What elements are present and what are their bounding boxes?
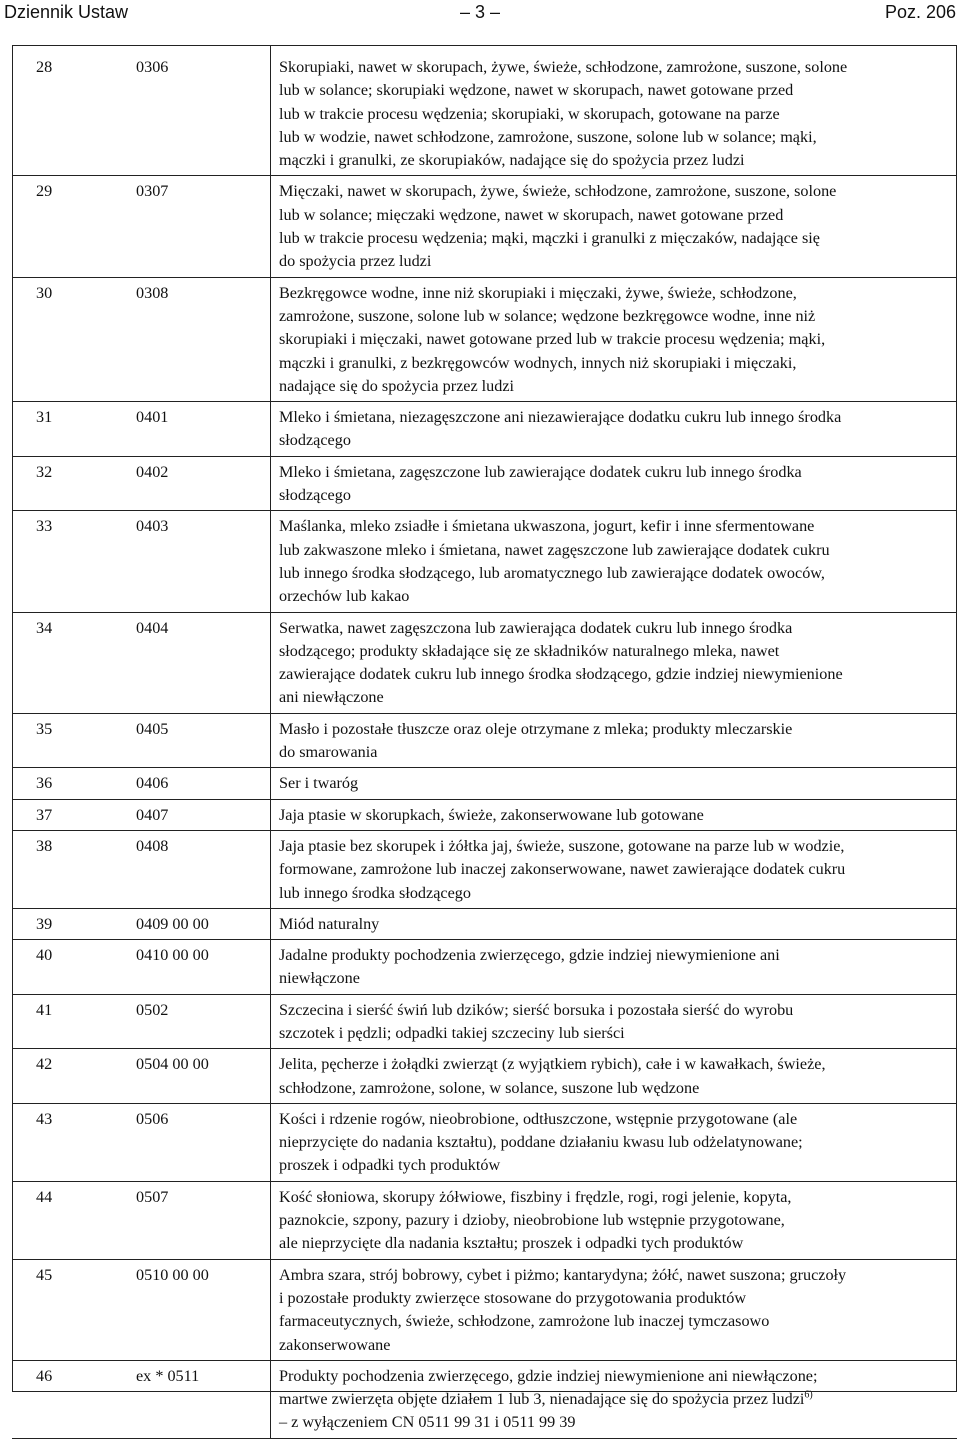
description-text: Ser i twaróg — [279, 774, 359, 793]
table-row — [12, 768, 957, 799]
description-text: Kości i rdzenie rogów, nieobrobione, odtłuszczone, wstępnie przygotowane (ale — [279, 1109, 798, 1128]
table-row — [12, 713, 957, 768]
product-description — [271, 799, 958, 830]
cn-code: 0409 00 00 — [134, 908, 271, 939]
description-text: do spożycia przez ludzi — [279, 252, 432, 271]
cn-code: 0408 — [134, 830, 271, 908]
cn-code: 0410 00 00 — [134, 940, 271, 995]
product-description — [271, 713, 958, 768]
product-description — [271, 511, 958, 612]
description-line — [279, 585, 955, 608]
description-text: szczotek i pędzli; odpadki takiej szczeciny lub sierści — [279, 1023, 625, 1042]
row-number: 36 — [12, 768, 134, 799]
description-text: lub innego środka słodzącego — [279, 883, 471, 902]
description-line — [279, 1022, 955, 1045]
description-line — [279, 250, 955, 273]
cn-code: 0403 — [134, 511, 271, 612]
product-description — [271, 612, 958, 713]
description-text: skorupiaki i mięczaki, nawet gotowane przed lub w trakcie procesu wędzenia; mąki, — [279, 330, 826, 349]
table-row — [12, 46, 957, 176]
description-text: Jadalne produkty pochodzenia zwierzęcego, gdzie indziej niewymienione ani — [279, 946, 780, 965]
description-line — [279, 1388, 955, 1411]
table-row — [12, 1049, 957, 1104]
table-row — [12, 402, 957, 457]
product-description — [271, 908, 958, 939]
description-text: Jelita, pęcherze i żołądki zwierząt (z wyjątkiem rybich), całe i w kawałkach, świeże, — [279, 1055, 826, 1074]
cn-code: 0506 — [134, 1103, 271, 1181]
description-text: i pozostałe produkty zwierzęce stosowane do przygotowania produktów — [279, 1288, 747, 1307]
product-description — [271, 994, 958, 1049]
row-number: 35 — [12, 713, 134, 768]
product-table — [12, 45, 957, 1439]
table-row — [12, 1181, 957, 1259]
table-row — [12, 994, 957, 1049]
cn-code: ex * 0511 — [134, 1360, 271, 1438]
row-number: 42 — [12, 1049, 134, 1104]
cn-code: 0407 — [134, 799, 271, 830]
product-description — [271, 402, 958, 457]
description-text: Mleko i śmietana, niezagęszczone ani niezawierające dodatku cukru lub innego środka — [279, 408, 842, 427]
description-text: nadające się do spożycia przez ludzi — [279, 376, 515, 395]
description-line — [279, 1232, 955, 1255]
description-text: martwe zwierzęta objęte działem 1 lub 3, nienadające się do spożycia przez ludzi — [279, 1390, 805, 1409]
description-line — [279, 1411, 955, 1434]
product-table-body — [12, 46, 957, 1439]
description-text: mączki i granulki, ze skorupiaków, nadające się do spożycia przez ludzi — [279, 151, 745, 170]
description-line — [279, 180, 955, 203]
description-line — [279, 1131, 955, 1154]
description-text: nieprzycięte do nadania kształtu), poddane działaniu kwasu lub odżelatynowane; — [279, 1133, 803, 1152]
table-row — [12, 830, 957, 908]
description-line — [279, 103, 955, 126]
description-line — [279, 1287, 955, 1310]
description-line — [279, 429, 955, 452]
description-text: formowane, zamrożone lub inaczej zakonserwowane, nawet zawierające dodatek cukru — [279, 860, 846, 879]
description-text: Jaja ptasie bez skorupek i żółtka jaj, świeże, suszone, gotowane na parze lub w wodzie, — [279, 836, 845, 855]
description-line — [279, 663, 955, 686]
description-line — [279, 562, 955, 585]
description-line — [279, 741, 955, 764]
footnote-marker: 6) — [804, 1389, 813, 1401]
description-line — [279, 305, 955, 328]
row-number: 40 — [12, 940, 134, 995]
row-number: 31 — [12, 402, 134, 457]
description-line — [279, 1154, 955, 1177]
product-description — [271, 1103, 958, 1181]
description-line — [279, 204, 955, 227]
description-line — [279, 913, 955, 936]
description-text: mączki i granulki, z bezkręgowców wodnych, innych niż skorupiaki i mięczaki, — [279, 353, 797, 372]
row-number: 28 — [12, 46, 134, 176]
description-line — [279, 1365, 955, 1388]
description-text: Maślanka, mleko zsiadłe i śmietana ukwaszona, jogurt, kefir i inne sfermentowane — [279, 517, 815, 536]
product-description — [271, 830, 958, 908]
row-number: 45 — [12, 1259, 134, 1360]
description-line — [279, 539, 955, 562]
description-line — [279, 328, 955, 351]
position-number: Poz. 206 — [884, 2, 956, 22]
row-number: 46 — [12, 1360, 134, 1438]
description-line — [279, 686, 955, 709]
description-line — [279, 640, 955, 663]
description-text: słodzącego — [279, 431, 351, 450]
description-line — [279, 967, 955, 990]
description-text: zawierające dodatek cukru lub innego środka słodzącego, gdzie indziej niewymienione — [279, 665, 843, 684]
row-number: 38 — [12, 830, 134, 908]
product-description — [271, 46, 958, 176]
description-text: – z wyłączeniem CN 0511 99 31 i 0511 99 39 — [279, 1413, 576, 1432]
cn-code: 0507 — [134, 1181, 271, 1259]
row-number: 29 — [12, 176, 134, 277]
description-text: Bezkręgowce wodne, inne niż skorupiaki i mięczaki, żywe, świeże, schłodzone, — [279, 283, 797, 302]
table-row — [12, 511, 957, 612]
cn-code: 0405 — [134, 713, 271, 768]
description-text: Skorupiaki, nawet w skorupach, żywe, świeże, schłodzone, zamrożone, suszone, solone — [279, 58, 848, 76]
description-text: Miód naturalny — [279, 914, 380, 933]
product-description — [271, 1049, 958, 1104]
table-row — [12, 1360, 957, 1438]
description-line — [279, 352, 955, 375]
cn-code: 0401 — [134, 402, 271, 457]
description-text: zakonserwowane — [279, 1335, 391, 1354]
product-description — [271, 1360, 958, 1438]
description-text: proszek i odpadki tych produktów — [279, 1156, 501, 1175]
row-number: 44 — [12, 1181, 134, 1259]
description-text: niewłączone — [279, 969, 360, 988]
description-text: słodzącego; produkty składające się ze składników naturalnego mleka, nawet — [279, 641, 780, 660]
product-description — [271, 768, 958, 799]
description-text: Szczecina i sierść świń lub dzików; sierść borsuka i pozostała sierść do wyrobu — [279, 1000, 794, 1019]
description-line — [279, 1186, 955, 1209]
description-line — [279, 1053, 955, 1076]
description-text: orzechów lub kakao — [279, 587, 410, 606]
description-line — [279, 406, 955, 429]
cn-code: 0502 — [134, 994, 271, 1049]
description-line — [279, 515, 955, 538]
row-number: 33 — [12, 511, 134, 612]
description-line — [279, 375, 955, 398]
description-line — [279, 126, 955, 149]
page-number: – 3 – — [460, 2, 501, 22]
journal-title: Dziennik Ustaw — [4, 2, 129, 22]
description-text: lub w wodzie, nawet schłodzone, zamrożone, suszone, solone lub w solance; mąki, — [279, 127, 817, 146]
description-line — [279, 1108, 955, 1131]
description-line — [279, 56, 955, 79]
description-text: ale nieprzycięte dla nadania kształtu; proszek i odpadki tych produktów — [279, 1234, 744, 1253]
description-text: lub w trakcie procesu wędzenia; mąki, mączki i granulki z mięczaków, nadające się — [279, 229, 820, 248]
table-row — [12, 277, 957, 401]
table-row — [12, 908, 957, 939]
description-text: Masło i pozostałe tłuszcze oraz oleje otrzymane z mleka; produkty mleczarskie — [279, 719, 793, 738]
description-line — [279, 282, 955, 305]
description-text: lub zakwaszone mleko i śmietana, nawet zagęszczone lub zawierające dodatek cukru — [279, 540, 830, 559]
description-line — [279, 999, 955, 1022]
description-text: Serwatka, nawet zagęszczona lub zawierająca dodatek cukru lub innego środka — [279, 618, 793, 637]
description-line — [279, 1209, 955, 1232]
description-line — [279, 149, 955, 172]
row-number: 32 — [12, 456, 134, 511]
cn-code: 0308 — [134, 277, 271, 401]
description-line — [279, 1310, 955, 1333]
description-line — [279, 484, 955, 507]
description-text: słodzącego — [279, 486, 351, 505]
description-text: Jaja ptasie w skorupkach, świeże, zakonserwowane lub gotowane — [279, 805, 704, 824]
product-description — [271, 277, 958, 401]
cn-code: 0404 — [134, 612, 271, 713]
description-text: Kość słoniowa, skorupy żółwiowe, fiszbiny i frędzle, rogi, rogi jelenie, kopyta, — [279, 1187, 792, 1206]
description-line — [279, 617, 955, 640]
table-row — [12, 799, 957, 830]
description-line — [279, 1264, 955, 1287]
description-text: do smarowania — [279, 743, 378, 762]
cn-code: 0406 — [134, 768, 271, 799]
description-text: paznokcie, szpony, pazury i dzioby, nieobrobione lub wstępnie przygotowane, — [279, 1211, 785, 1230]
product-description — [271, 456, 958, 511]
description-line — [279, 461, 955, 484]
row-number: 39 — [12, 908, 134, 939]
cn-code: 0510 00 00 — [134, 1259, 271, 1360]
description-line — [279, 804, 955, 827]
table-row — [12, 612, 957, 713]
product-description — [271, 1181, 958, 1259]
description-text: Produkty pochodzenia zwierzęcego, gdzie indziej niewymienione ani niewłączone; — [279, 1366, 818, 1385]
description-text: Mleko i śmietana, zagęszczone lub zawierające dodatek cukru lub innego środka — [279, 462, 802, 481]
description-text: lub w trakcie procesu wędzenia; skorupiaki, w skorupach, gotowane na parze — [279, 104, 780, 123]
description-text: lub innego środka słodzącego, lub aromatycznego lub zawierające dodatek owoców, — [279, 563, 825, 582]
table-row — [12, 456, 957, 511]
description-line — [279, 858, 955, 881]
description-text: lub w solance; skorupiaki wędzone, nawet w skorupach, nawet gotowane przed — [279, 81, 794, 100]
description-text: Ambra szara, strój bobrowy, cybet i piżmo; kantarydyna; żółć, nawet suszona; gruczoły — [279, 1265, 847, 1284]
row-number: 37 — [12, 799, 134, 830]
product-description — [271, 940, 958, 995]
description-line — [279, 882, 955, 905]
cn-code: 0402 — [134, 456, 271, 511]
description-line — [279, 1334, 955, 1357]
table-row — [12, 176, 957, 277]
row-number: 43 — [12, 1103, 134, 1181]
description-text: zamrożone, suszone, solone lub w solance; wędzone bezkręgowce wodne, inne niż — [279, 306, 816, 325]
product-description — [271, 176, 958, 277]
product-description — [271, 1259, 958, 1360]
cn-code: 0307 — [134, 176, 271, 277]
table-row — [12, 1103, 957, 1181]
description-line — [279, 944, 955, 967]
table-row — [12, 1259, 957, 1360]
row-number: 41 — [12, 994, 134, 1049]
description-text: Mięczaki, nawet w skorupach, żywe, świeże, schłodzone, zamrożone, suszone, solone — [279, 182, 837, 201]
description-line — [279, 772, 955, 795]
row-number: 34 — [12, 612, 134, 713]
description-line — [279, 835, 955, 858]
row-number: 30 — [12, 277, 134, 401]
cn-code: 0306 — [134, 46, 271, 176]
cn-code: 0504 00 00 — [134, 1049, 271, 1104]
table-row — [12, 940, 957, 995]
page-header — [0, 0, 960, 24]
description-text: schłodzone, zamrożone, solone, w solance, suszone lub wędzone — [279, 1078, 700, 1097]
description-line — [279, 79, 955, 102]
description-line — [279, 1077, 955, 1100]
description-text: lub w solance; mięczaki wędzone, nawet w skorupach, nawet gotowane przed — [279, 205, 784, 224]
description-text: farmaceutycznych, świeże, schłodzone, zamrożone lub inaczej tymczasowo — [279, 1312, 770, 1331]
description-line — [279, 718, 955, 741]
description-line — [279, 227, 955, 250]
description-text: ani niewłączone — [279, 688, 384, 707]
